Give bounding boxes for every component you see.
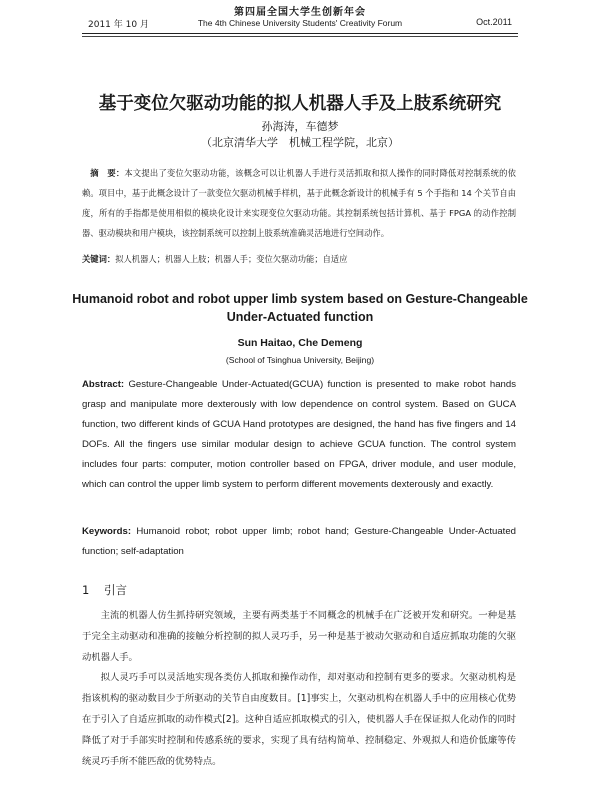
abstract-en-text: Gesture-Changeable Under-Actuated(GCUA) function is presented to make robot hands grasp and manipulate more dexterously with low dependence on control system. Based on GUCA function, two different kinds of GCUA Hand prototypes are designed, the hand has five fingers and 14 DOFs. All the fingers use similar modular design to achieve GCUA function. The control system includes four parts: computer, motion controller based on FPGA, driver module, and user module, which can control the upper limb system to perform different movements dexterously and exactly. xyxy=(82,379,517,490)
keywords-en-label: Keywords: xyxy=(82,526,132,537)
header-date-en: Oct.2011 xyxy=(476,17,512,27)
abstract-zh-label: 摘 要： xyxy=(90,168,125,178)
keywords-zh-label: 关键词： xyxy=(82,254,116,264)
header-rule-thin xyxy=(82,36,518,37)
header-date-zh: 2011 年 10 月 xyxy=(88,20,149,30)
section-number: 1 xyxy=(82,583,90,597)
keywords-en-text: Humanoid robot; robot upper limb; robot hand; Gesture-Changeable Under-Actuated function; self-adaptation xyxy=(82,526,516,557)
intro-paragraph-1: 主流的机器人仿生抓持研究领域，主要有两类基于不同概念的机械手在广泛被开发和研究。一种是基于完全主动驱动和准确的接触分析控制的拟人灵巧手，另一种是基于被动欠驱动和自适应抓取功能的欠驱动机器人手。 xyxy=(82,610,516,663)
affiliation-zh: （北京清华大学 机械工程学院，北京） xyxy=(201,136,399,149)
abstract-en-label: Abstract: xyxy=(82,379,125,390)
abstract-zh-text: 本文提出了变位欠驱动功能，该概念可以让机器人手进行灵活抓取和拟人操作的同时降低对控制系统的依赖。项目中，基于此概念设计了一款变位欠驱动机械手样机，基于此概念新设计的机械手有 5 个手指和 14 个关节自由度，所有的手指都是使用相似的模块化设计来实现变位欠驱动功能。其控制系统包括计算机、基于 FPGA 的动作控制器、驱动模块和用户模块，该控制系统可以控制上肢系统准确灵活地进行空间动作。 xyxy=(82,168,516,238)
intro-paragraph-2: 拟人灵巧手可以灵活地实现各类仿人抓取和操作动作，却对驱动和控制有更多的要求。欠驱动机构是指该机构的驱动数目少于所驱动的关节自由度数目。[1]事实上，欠驱动机构在机器人手中的应用核心优势在于引入了自适应抓取的动作模式[2]。这种自适应抓取模式的引入，使机器人手在保证拟人化动作的同时降低了对于手部实时控制和传感系统的要求，实现了具有结构简单、控制稳定、外观拟人和造价低廉等传统灵巧手所不能匹敌的优势特点。 xyxy=(82,672,516,767)
paper-title-zh: 基于变位欠驱动功能的拟人机器人手及上肢系统研究 xyxy=(98,94,502,114)
abstract-en xyxy=(82,375,516,495)
abstract-zh xyxy=(82,163,516,243)
affiliation-en: (School of Tsinghua University, Beijing) xyxy=(225,355,375,365)
keywords-zh xyxy=(82,253,516,265)
section-title: 引言 xyxy=(104,583,127,597)
section-heading xyxy=(82,582,127,598)
header-rule xyxy=(82,33,518,34)
authors-en: Sun Haitao, Che Demeng xyxy=(237,337,363,349)
authors-zh: 孙海涛，车德梦 xyxy=(261,120,339,133)
keywords-zh-text: 拟人机器人；机器人上肢；机器人手；变位欠驱动功能；自适应 xyxy=(115,254,348,264)
paper-title-en: Humanoid robot and robot upper limb system based on Gesture-Changeable Under-Actuated function xyxy=(72,292,528,324)
keywords-en xyxy=(82,522,516,562)
header-forum-title: 第四届全国大学生创新年会 xyxy=(234,7,366,18)
header-forum-en: The 4th Chinese University Students' Creativity Forum xyxy=(197,18,403,28)
